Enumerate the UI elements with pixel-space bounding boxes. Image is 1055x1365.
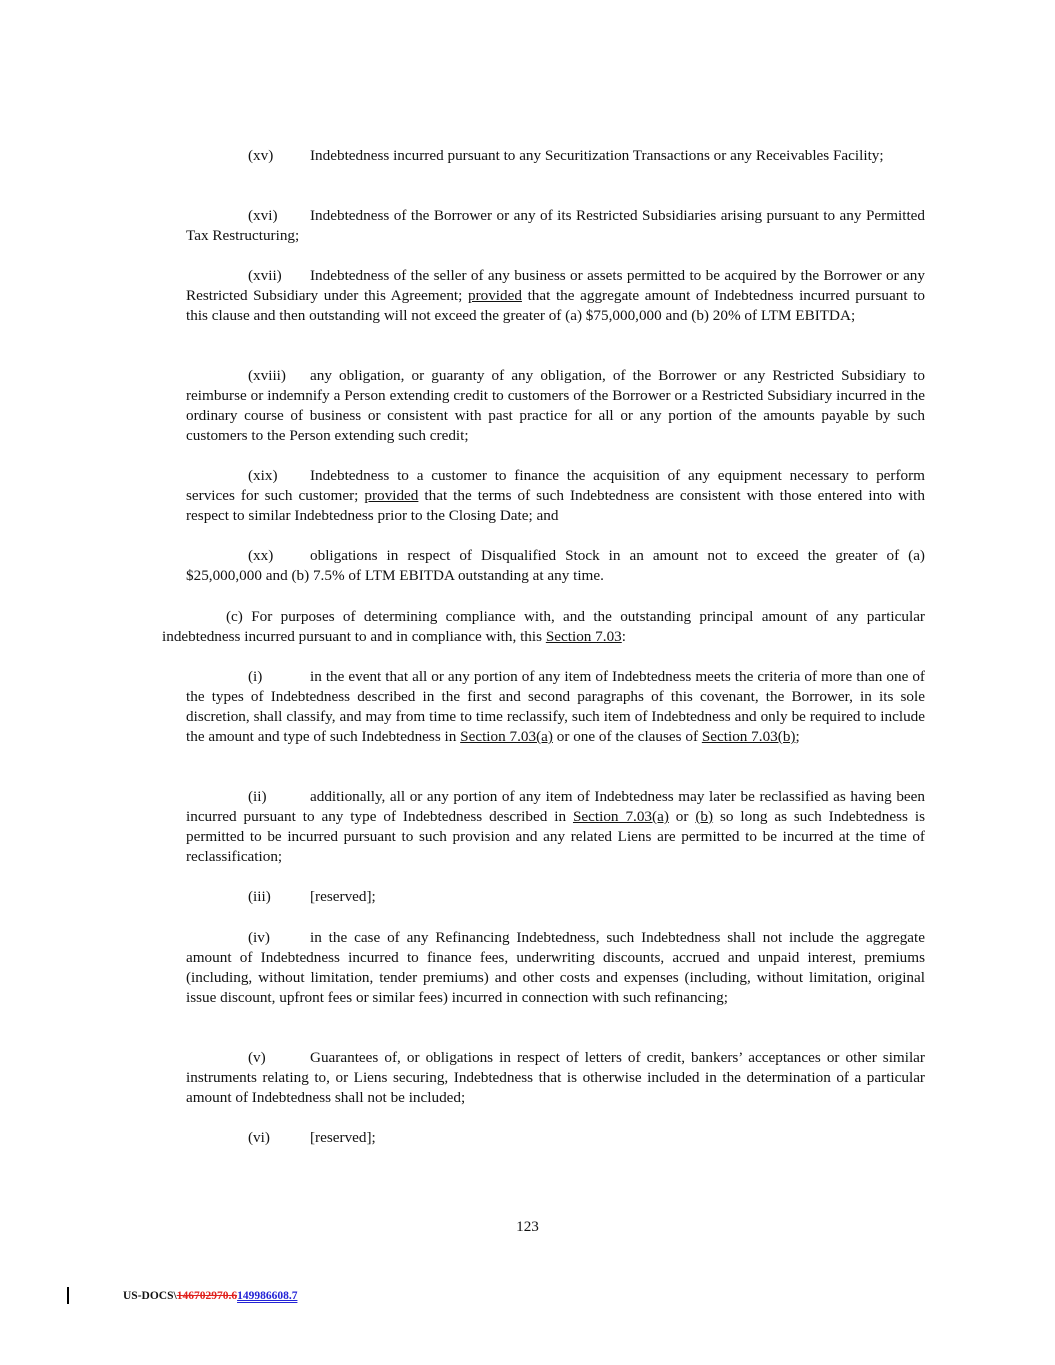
subclause-text: Guarantees of, or obligations in respect of letters of credit, bankers’ acceptances or other similar instruments relating to, or Liens securing, Indebtedness that is otherwise included in the determination of a particular amount of Indebtedness shall not be included; [186, 1049, 925, 1106]
subclause-i [186, 667, 925, 747]
footer-doc-id [123, 1289, 297, 1303]
subclause-v [186, 1048, 925, 1108]
subclause-iii [186, 887, 925, 907]
clause-text: Indebtedness of the seller of any business or assets permitted to be acquired by the Borrower or any Restricted Subsidiary under this Agreement; [186, 267, 925, 304]
subclause-number: (ii) [248, 788, 267, 805]
section-text: : [621, 628, 626, 645]
subclause-text: in the event that all or any portion of any item of Indebtedness meets the criteria of more than one of the types of Indebtedness described in the first and second paragraphs of this covenant, the Borrower, in its sole discretion, shall classify, and may from time to time reclassify, such item of Indebtedness and only be required to include the amount and type of such Indebtedness in [186, 668, 925, 745]
subclause-text: [reserved]; [310, 888, 376, 905]
clause-number: (xviii) [248, 367, 286, 384]
section-7-03-link[interactable]: Section 7.03 [545, 628, 622, 645]
clause-xviii [186, 366, 925, 446]
clause-xv [186, 146, 925, 166]
footer-prefix: US-DOCS\ [123, 1290, 177, 1302]
subclause-ii [186, 787, 925, 867]
footer-deleted-id: 146702970.6 [176, 1290, 238, 1302]
footer-inserted-id: 149986608.7 [237, 1290, 298, 1302]
subclause-text: additionally, all or any portion of any item of Indebtedness may later be reclassified as having been incurred pursuant to any type of Indebtedness described in [186, 788, 925, 825]
clause-text: Indebtedness to a customer to finance the acquisition of any equipment necessary to perform services for such customer; [186, 467, 925, 504]
clause-number: (xv) [248, 147, 274, 164]
clause-xx [186, 546, 925, 586]
clause-text: obligations in respect of Disqualified Stock in an amount not to exceed the greater of (a) $25,000,000 and (b) 7.5% of LTM EBITDA outstanding at any time. [186, 547, 925, 584]
clause-text: Indebtedness of the Borrower or any of its Restricted Subsidiaries arising pursuant to any Permitted Tax Restructuring; [186, 207, 925, 244]
subclause-number: (iii) [248, 888, 271, 905]
clause-number: (xvii) [248, 267, 282, 284]
provided-term: provided [364, 487, 419, 504]
clause-xvi [186, 206, 925, 246]
clause-text: that the terms of such Indebtedness are consistent with those entered into with respect to similar Indebtedness prior to the Closing Date; and [186, 487, 925, 524]
clause-number: (xx) [248, 547, 274, 564]
section-b-link[interactable]: (b) [695, 808, 714, 825]
subclause-number: (v) [248, 1049, 266, 1066]
clause-number: (xix) [248, 467, 278, 484]
clause-text: Indebtedness incurred pursuant to any Securitization Transactions or any Receivables Facility; [310, 147, 884, 164]
subclause-vi [186, 1128, 925, 1148]
page-number: 123 [516, 1218, 539, 1235]
subclause-iv [186, 928, 925, 1008]
section-number: (c) [226, 608, 243, 625]
subclause-number: (iv) [248, 929, 270, 946]
change-bar [67, 1287, 69, 1304]
clause-text: that the aggregate amount of Indebtedness incurred pursuant to this clause and then outstanding will not exceed the greater of (a) $75,000,000 and (b) 20% of LTM EBITDA; [186, 287, 926, 324]
section-c [162, 607, 925, 647]
subclause-text: in the case of any Refinancing Indebtedness, such Indebtedness shall not include the aggregate amount of Indebtedness incurred to finance fees, underwriting discounts, accrued and unpaid interest, premiums (including, without limitation, tender premiums) and other costs and expenses (including, without limitation, original issue discount, upfront fees or similar fees) incurred in connection with such refinancing; [186, 929, 925, 1006]
section-7-03a-link[interactable]: Section 7.03(a) [572, 808, 669, 825]
subclause-text: ; [795, 728, 800, 745]
clause-xvii [186, 266, 925, 326]
subclause-number: (vi) [248, 1129, 270, 1146]
subclause-text: or [668, 808, 696, 825]
provided-term: provided [467, 287, 522, 304]
clause-xix [186, 466, 925, 526]
section-text: For purposes of determining compliance with, and the outstanding principal amount of any particular indebtedness incurred pursuant to and in compliance with, this [162, 608, 925, 645]
subclause-text: [reserved]; [310, 1129, 376, 1146]
section-7-03a-link[interactable]: Section 7.03(a) [460, 728, 553, 745]
clause-number: (xvi) [248, 207, 278, 224]
subclause-number: (i) [248, 668, 263, 685]
subclause-text: so long as such Indebtedness is permitted to be incurred pursuant to such provision and any related Liens are permitted to be incurred at the time of reclassification; [186, 808, 925, 865]
subclause-text: or one of the clauses of [552, 728, 702, 745]
section-7-03b-link[interactable]: Section 7.03(b) [701, 728, 796, 745]
clause-text: any obligation, or guaranty of any obligation, of the Borrower or any Restricted Subsidiary to reimburse or indemnify a Person extending credit to customers of the Borrower or a Restricted Subsidiary incurred in the ordinary course of business or consistent with past practice for all or any portion of the amounts payable by such customers to the Person extending such credit; [186, 367, 925, 444]
